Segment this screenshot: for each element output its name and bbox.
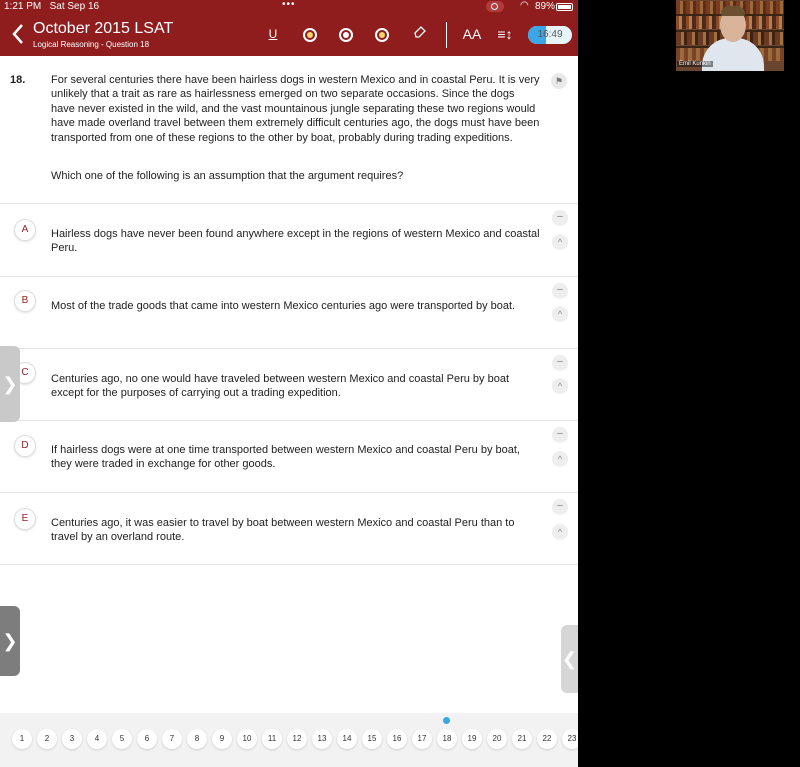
choice-letter[interactable]: D (14, 435, 36, 457)
page-title: October 2015 LSAT (33, 20, 174, 37)
wifi-icon: ◠ (520, 0, 529, 11)
header-bar (0, 14, 578, 56)
divider (0, 564, 578, 565)
question-nav-button[interactable]: 20 (487, 729, 507, 749)
cross-out-icon[interactable]: − (552, 283, 568, 299)
question-prompt[interactable]: Which one of the following is an assumption that the argument requires? (51, 170, 404, 182)
status-bar (0, 0, 578, 14)
back-chevron-icon[interactable] (10, 22, 26, 46)
webcam-video (676, 0, 784, 71)
choice-letter[interactable]: A (14, 219, 36, 241)
answer-choice-c[interactable] (0, 349, 578, 421)
battery-percentage: 89% (535, 1, 556, 12)
right-drawer-tab[interactable]: ❮ (561, 625, 578, 693)
choice-letter[interactable]: C (14, 362, 36, 384)
status-time: 1:21 PM Sat Sep 16 (4, 1, 100, 12)
person-hair (721, 6, 745, 16)
chevron-up-icon[interactable]: ^ (552, 524, 568, 540)
highlight-yellow-button[interactable] (303, 28, 317, 42)
black-background (578, 0, 800, 767)
answer-choice-b[interactable] (0, 277, 578, 349)
question-navigator (0, 713, 578, 767)
cross-out-icon[interactable]: − (552, 499, 568, 515)
question-nav-button[interactable]: 17 (412, 729, 432, 749)
reorder-icon[interactable]: ≡↕ (497, 26, 513, 42)
question-nav-button[interactable]: 21 (512, 729, 532, 749)
question-nav-button[interactable]: 13 (312, 729, 332, 749)
font-size-button[interactable]: AA (462, 26, 482, 42)
question-nav-button[interactable]: 22 (537, 729, 557, 749)
question-nav-button[interactable]: 7 (162, 729, 182, 749)
cross-out-icon[interactable]: − (552, 210, 568, 226)
question-stimulus[interactable]: For several centuries there have been hairless dogs in western Mexico and in coastal Peru. It is very unlikely that a trait as rare as hairlessness emerged on two separate occasions. Since the dogs have never existed in the wild, and the vast mountainous jungle separating these two regions would have made overland travel between them extremely difficult centuries ago, the dogs must have been transported from one of these regions to the other by boat, probably during trading expeditions. (51, 74, 540, 144)
chevron-up-icon[interactable]: ^ (552, 306, 568, 322)
timer-pill[interactable]: 16:49 (528, 26, 572, 44)
question-number: 18. (10, 74, 26, 86)
flag-icon[interactable]: ⚑ (551, 73, 567, 89)
screen-record-icon (486, 1, 504, 12)
answer-choice-a[interactable] (0, 204, 578, 276)
choice-text[interactable]: Centuries ago, it was easier to travel by boat between western Mexico and coastal Peru than to travel by an overland route. (51, 517, 515, 543)
cross-out-icon[interactable]: − (552, 355, 568, 371)
cross-out-icon[interactable]: − (552, 427, 568, 443)
question-nav-button[interactable]: 6 (137, 729, 157, 749)
question-nav-button[interactable]: 14 (337, 729, 357, 749)
choice-letter[interactable]: E (14, 508, 36, 530)
question-nav-button[interactable]: 18 (437, 729, 457, 749)
highlight-orange-button[interactable] (375, 28, 389, 42)
participant-name: Emil Kunkin (679, 61, 711, 67)
question-nav-button[interactable]: 12 (287, 729, 307, 749)
choice-text[interactable]: Hairless dogs have never been found anywhere except in the regions of western Mexico and coastal Peru. (51, 228, 540, 254)
choice-text[interactable]: Centuries ago, no one would have traveled between western Mexico and coastal Peru by boat except for the purposes of carrying out a trading expedition. (51, 373, 510, 399)
underline-tool-button[interactable]: U (268, 27, 278, 41)
chevron-up-icon[interactable]: ^ (552, 234, 568, 250)
question-nav-button[interactable]: 23 (562, 729, 578, 749)
answer-choice-d[interactable] (0, 421, 578, 493)
question-nav-button[interactable]: 1 (12, 729, 32, 749)
left-drawer-tab[interactable]: ❯ (0, 606, 20, 676)
left-panel-tab[interactable]: ❯ (0, 346, 20, 422)
current-question-indicator (443, 717, 450, 724)
page-subtitle: Logical Reasoning - Question 18 (33, 40, 150, 49)
choice-text[interactable]: If hairless dogs were at one time transported between western Mexico and coastal Peru by boat, they were traded in exchange for other goods. (51, 444, 520, 470)
question-nav-button[interactable]: 3 (62, 729, 82, 749)
choice-text[interactable]: Most of the trade goods that came into western Mexico centuries ago were transported by boat. (51, 300, 516, 312)
chevron-up-icon[interactable]: ^ (552, 378, 568, 394)
question-nav-button[interactable]: 16 (387, 729, 407, 749)
question-nav-button[interactable]: 19 (462, 729, 482, 749)
chevron-up-icon[interactable]: ^ (552, 451, 568, 467)
answer-choice-e[interactable] (0, 493, 578, 565)
question-nav-button[interactable]: 10 (237, 729, 257, 749)
eraser-icon[interactable] (410, 24, 430, 44)
question-nav-button[interactable]: 4 (87, 729, 107, 749)
choice-letter[interactable]: B (14, 290, 36, 312)
question-nav-button[interactable]: 11 (262, 729, 282, 749)
question-nav-button[interactable]: 9 (212, 729, 232, 749)
multitask-dots[interactable]: ••• (282, 0, 296, 10)
battery-icon (556, 3, 573, 11)
question-nav-button[interactable]: 8 (187, 729, 207, 749)
highlight-white-button[interactable] (339, 28, 353, 42)
toolbar-separator (446, 22, 447, 48)
question-nav-button[interactable]: 15 (362, 729, 382, 749)
question-nav-button[interactable]: 2 (37, 729, 57, 749)
question-nav-button[interactable]: 5 (112, 729, 132, 749)
